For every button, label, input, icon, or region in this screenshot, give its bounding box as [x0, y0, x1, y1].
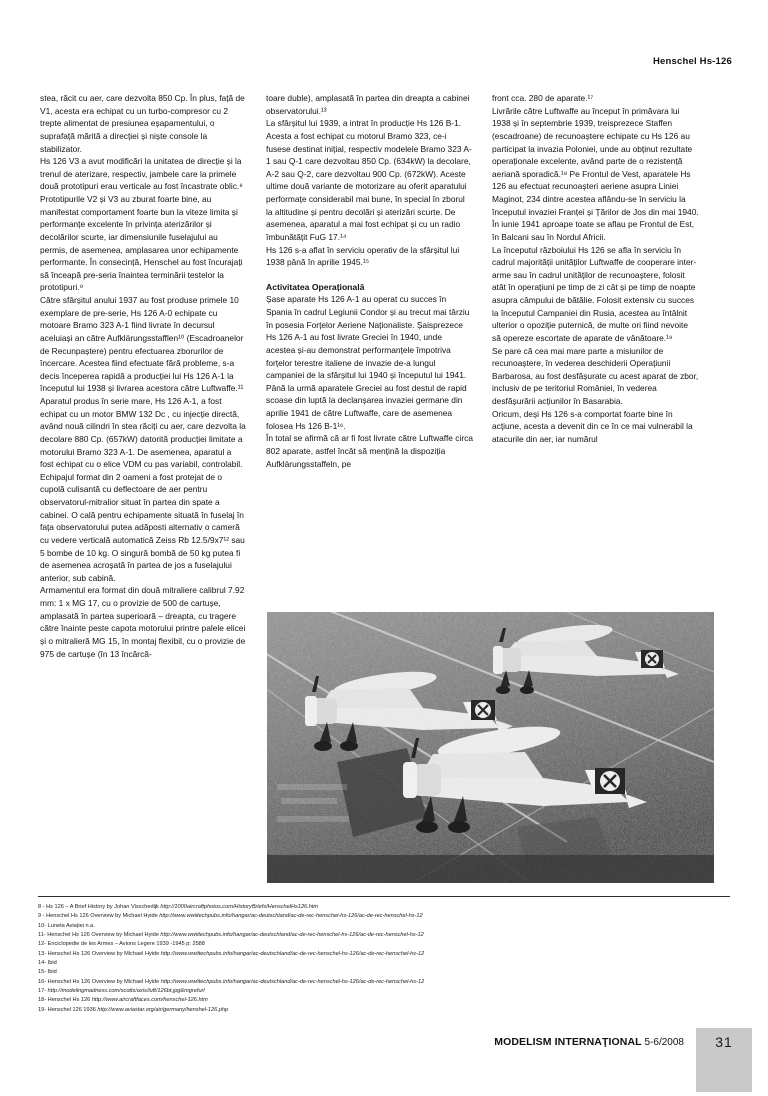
footnote-text: Henschel Hs 126 Overview by Michael Hyide	[47, 978, 161, 985]
footnote-url[interactable]: http://www.wwiitechpubs.info/hangar/ac-deutschland/ac-de-rec-henschel-hs-126/ac-de-rec-henschel-hs-12	[160, 932, 424, 939]
footnote-text: Henschel Hs 126 Overview by Michael Hyide	[47, 932, 161, 939]
footnote-url[interactable]: http://www.aviastar.org/air/germany/henshel-126.php	[97, 1006, 229, 1013]
aircraft-formation-photo	[267, 612, 714, 883]
footnote-text: Henschel Hs 126 Overview by Michael Hyide	[47, 950, 161, 957]
footnote-number: 8 -	[38, 904, 45, 910]
footnote-text: Luneta Aviației n.a.	[47, 922, 95, 929]
footnote-item	[38, 903, 738, 912]
page-number: 31	[715, 1034, 733, 1050]
footnote-number: 14-	[38, 960, 47, 967]
footnote-url[interactable]: http://www.wwiitechpubs.info/hangar/ac-deutschland/ac-de-rec-henschel-hs-126/ac-de-rec-henschel-hs-12	[160, 950, 425, 957]
footnote-item	[38, 950, 738, 959]
footnote-url[interactable]: http://www.aircraftfaces.com/henschel-126.htm	[91, 997, 208, 1004]
paragraph: La sfârșitul lui 1939, a intrat în producție Hs 126 B-1. Acesta a fost echipat cu motorul Bramo 323, ce-i fusese destinat inițial, respectiv modelele Bramo 323 A-1 sau Q-1 care dezvoltau 850 Cp. (634kW) la decolare, A-2 sau Q-2, care dezvoltau 900 Cp. (672kW). Aceste ultime două variante de motorizare au oferit aparatului performațe considerabil mai bune, în special în zborul la altitudine și pentru decolări și aterizări scurte. De asemenea, aparatul a mai fost echipat și cu un radio îmbunătățit FuG 17.¹⁴	[266, 118, 472, 242]
footnote-item	[38, 1006, 738, 1015]
footnote-number: 18-	[38, 997, 47, 1004]
paragraph: Armamentul era format din două mitraliere calibrul 7.92 mm: 1 x MG 17, cu o provizie de 500 de cartușe, amplasată în partea superioară – dreapta, cu tragere către înainte peste capota motorului printre palele elicei și o mitralieră MG 15, în montaj flexibil, cu o provizie de 975 de cartușe (în 13 încărcă-	[40, 585, 246, 659]
footnote-url[interactable]: http://1000aircraftphotos.com/HistoryBriefs/HenschelHs126.htm	[160, 904, 319, 910]
footnote-number: 15-	[38, 969, 47, 976]
footnote-item	[38, 931, 738, 940]
footnote-text: Enciclopedie de les Armes – Avions Legere 1939 -1945 p: 2588	[47, 941, 205, 948]
paragraph: Se pare că cea mai mare parte a misiunilor de recunoaștere, în vederea deschiderii Operațiunii Barbarosa, au fost desfășurate cu acest aparat de zbor, inclusiv de pe teritoriul României, în vederea desfășurării acțiunilor în Basarabia.	[492, 345, 699, 406]
page-footer	[0, 1032, 768, 1096]
footnote-item	[38, 922, 738, 931]
footnotes-list	[38, 903, 738, 1015]
paragraph: Prototipurile V2 și V3 au zburat foarte bine, au manifestat comportament foarte bun la viteze limita și performanțe excelente în privința aterizărilor și decolărilor scurte, iar dimensiunile fuselajului au permis, de asemenea, amplasarea unor echipamente performante. În consecință, Henschel au fost încurajați să înceapă pre-seria înaintea terminării testelor la prototipuri.⁹	[40, 194, 243, 293]
footnote-text: Ibid	[47, 969, 57, 976]
paragraph: Către sfârșitul anului 1937 au fost produse primele 10 exemplare de pre-serie, Hs 126 A-0 echipate cu motoare Bramo 323 A-1 fiind livrate în decursul aceluiași an către Aufklärungsstafflen¹⁰ (Escadroanelor de Recunpaștere) pentru efectuarea zborurilor de încercare. Acestea fiind efectuate fără probleme, s-a decis începerea rapidă a producției lui Hs 126 A-1 la începutul lui 1938 și livrarea acestora către Luftwaffe.¹¹	[40, 295, 244, 394]
footnote-url[interactable]: http://www.wwiitechpubs.info/hangar/ac-deutschland/ac-de-rec-henschel-hs-126/ac-de-rec-henschel-hs-12	[160, 978, 425, 985]
page-number-box	[696, 1028, 752, 1092]
footnote-number: 9 -	[38, 913, 45, 920]
paragraph: stea, răcit cu aer, care dezvolta 850 Cp. În plus, față de V1, acesta era echipat cu un turbo-compresor cu 2 trepte alimentat de presiunea eșapamentului, o suprafață mărită a direcției și niște console la stabilizator.	[40, 93, 245, 154]
footnote-number: 19-	[38, 1006, 47, 1013]
footnote-number: 11-	[38, 932, 46, 939]
paragraph: Hs 126 s-a aflat în serviciu operativ de la sfârșitul lui 1938 până în aprilie 1945.¹⁵	[266, 244, 460, 268]
footnote-number: 13-	[38, 950, 47, 957]
footnote-url[interactable]: http://www.wwiitechpubs.info/hangar/ac-deutschland/ac-de-rec-henschel-hs-126/ac-de-rec-henschel-hs-12	[159, 913, 423, 920]
footnote-item	[38, 978, 738, 987]
footnote-text: Hs 126 – A Brief History by Johan Visschedijk	[46, 904, 161, 910]
magazine-brand	[494, 1036, 684, 1048]
footnote-number: 10-	[38, 922, 47, 929]
paragraph: Hs 126 V3 a avut modificări la unitatea de direcție și la trenul de aterizare, respectiv, jambele care la primele două prototipuri erau verticale au fost încastrate oblic.⁸	[40, 156, 243, 192]
magazine-name: MODELISM INTERNAŢIONAL	[494, 1036, 642, 1048]
footnote-item	[38, 912, 738, 921]
footnote-number: 16-	[38, 978, 47, 985]
footnote-text: Henschel Hs 126	[47, 997, 92, 1004]
paragraph: La începutul războiului Hs 126 se afla în serviciu în cadrul majorității unităților Luftwaffe de cooperare inter-arme sau în cadrul unităților de recunoaștere, folosit atât în operațiuni pe timp de zi cât și pe timp de noapte asupra câmpului de bătălie. Folosit extensiv cu succes la începutul Campaniei din Rusia, acestea au întâlnit ulterior o opoziție puternică, de multe ori fiind nevoite să opereze escortate de aparate de vânătoare.¹⁹	[492, 244, 697, 343]
footnote-item	[38, 968, 738, 977]
footnote-number: 17-	[38, 988, 47, 995]
footnote-number: 12-	[38, 941, 47, 948]
issue-number: 5-6/2008	[644, 1037, 684, 1048]
paragraph: Livrările către Luftwaffe au început în primăvara lui 1938 și în septembrie 1939, treisprezece Staffen (escadroane) de recunoaștere echipate cu Hs 126 au participat la invazia Poloniei, unde au obținut rezultate operaționale excelente, având parte de o rezistență aeriană sporadică.¹⁸ Pe Frontul de Vest, aparatele Hs 126 au efectuat recunoașteri aeriene asupra Liniei Maginot, 234 dintre acestea aflându-se în serviciu la începutul invaziei Franței și Țărilor de Jos din mai 1940. În iunie 1941 aproape toate se aflau pe Frontul de Est, în Balcani sau în Nordul Africii.	[492, 105, 699, 242]
footnote-text: Henschel 126 1936	[47, 1006, 98, 1013]
running-header-title: Henschel Hs-126	[652, 56, 732, 67]
photo-illustration	[267, 612, 714, 883]
footnotes-divider	[38, 896, 730, 897]
paragraph: front cca. 280 de aparate.¹⁷	[492, 93, 594, 103]
paragraph: Aparatul produs în serie mare, Hs 126 A-1, a fost echipat cu un motor BMW 132 Dc , cu injecție directă, având nouă cilindri în stea răciți cu aer, care dezvolta la decolare 880 Cp. (657kW) datorită producției limitate a motorului Bramo 323 A-1. De asemenea, aparatul a fost echipat cu o elice VDM cu pas variabil, controlabil.	[40, 396, 246, 470]
footnote-item	[38, 959, 738, 968]
footnote-item	[38, 940, 738, 949]
paragraph: Echipajul format din 2 oameni a fost protejat de o cupolă culisantă cu deflectoare de aer pentru observatorul-mitralior situat în partea din spate a cabinei. O cală pentru echipamente situată în fuselaj în fața observatorului putea adăposti alternativ o cameră cu vedere verticală automatică Zeiss Rb 12.5/9x7¹² sau 5 bombe de 10 kg. O singură bombă de 50 kg putea fi de asemenea acroșată în partea de jos a fuselajului anterior, sub cabină.	[40, 471, 245, 583]
text-column-3	[492, 92, 699, 446]
footnote-item	[38, 987, 738, 996]
footnote-text: Henschel Hs 126 Overview by Michael Hyide	[46, 913, 160, 920]
footnote-url[interactable]: http://modelingmadness.com/scotts/axis/luft/126bt.jpg&mgrefurl	[47, 988, 205, 995]
paragraph: Șase aparate Hs 126 A-1 au operat cu succes în Spania în cadrul Legiunii Condor și au trecut mai târziu în posesia Forțelor Aeriene Naționaliste. Șaisprezece Hs 126 A-1 au fost livrate Greciei în 1940, unde acestea și-au demonstrat performanțele împotriva forțelor terestre italiene de invazie de-a lungul campaniei de la sfârșitul lui 1940 și începutul lui 1941. Până la urmă aparatele Greciei au fost destul de rapid scoase din luptă la declanșarea invaziei germane din aprilie 1941 de către Luftwaffe, care de asemenea folosea Hs 126 B-1¹⁶.	[266, 294, 470, 431]
paragraph: Oricum, deși Hs 126 s-a comportat foarte bine în acțiune, acesta a devenit din ce în ce mai vulnerabil la atacurile din aer, iar numărul	[492, 408, 693, 444]
text-column-1	[40, 92, 247, 660]
section-subheading: Activitatea Operațională	[266, 281, 365, 292]
footnote-item	[38, 996, 738, 1005]
text-column-2	[266, 92, 473, 470]
footnote-text: Ibid	[47, 960, 57, 967]
paragraph: În total se afirmă că ar fi fost livrate către Luftwaffe circa 802 aparate, astfel încât să mențină la dispoziția Aufklärungsstaffeln, pe	[266, 433, 473, 469]
paragraph: toare duble), amplasată în partea din dreapta a cabinei observatorului.¹³	[266, 93, 470, 116]
